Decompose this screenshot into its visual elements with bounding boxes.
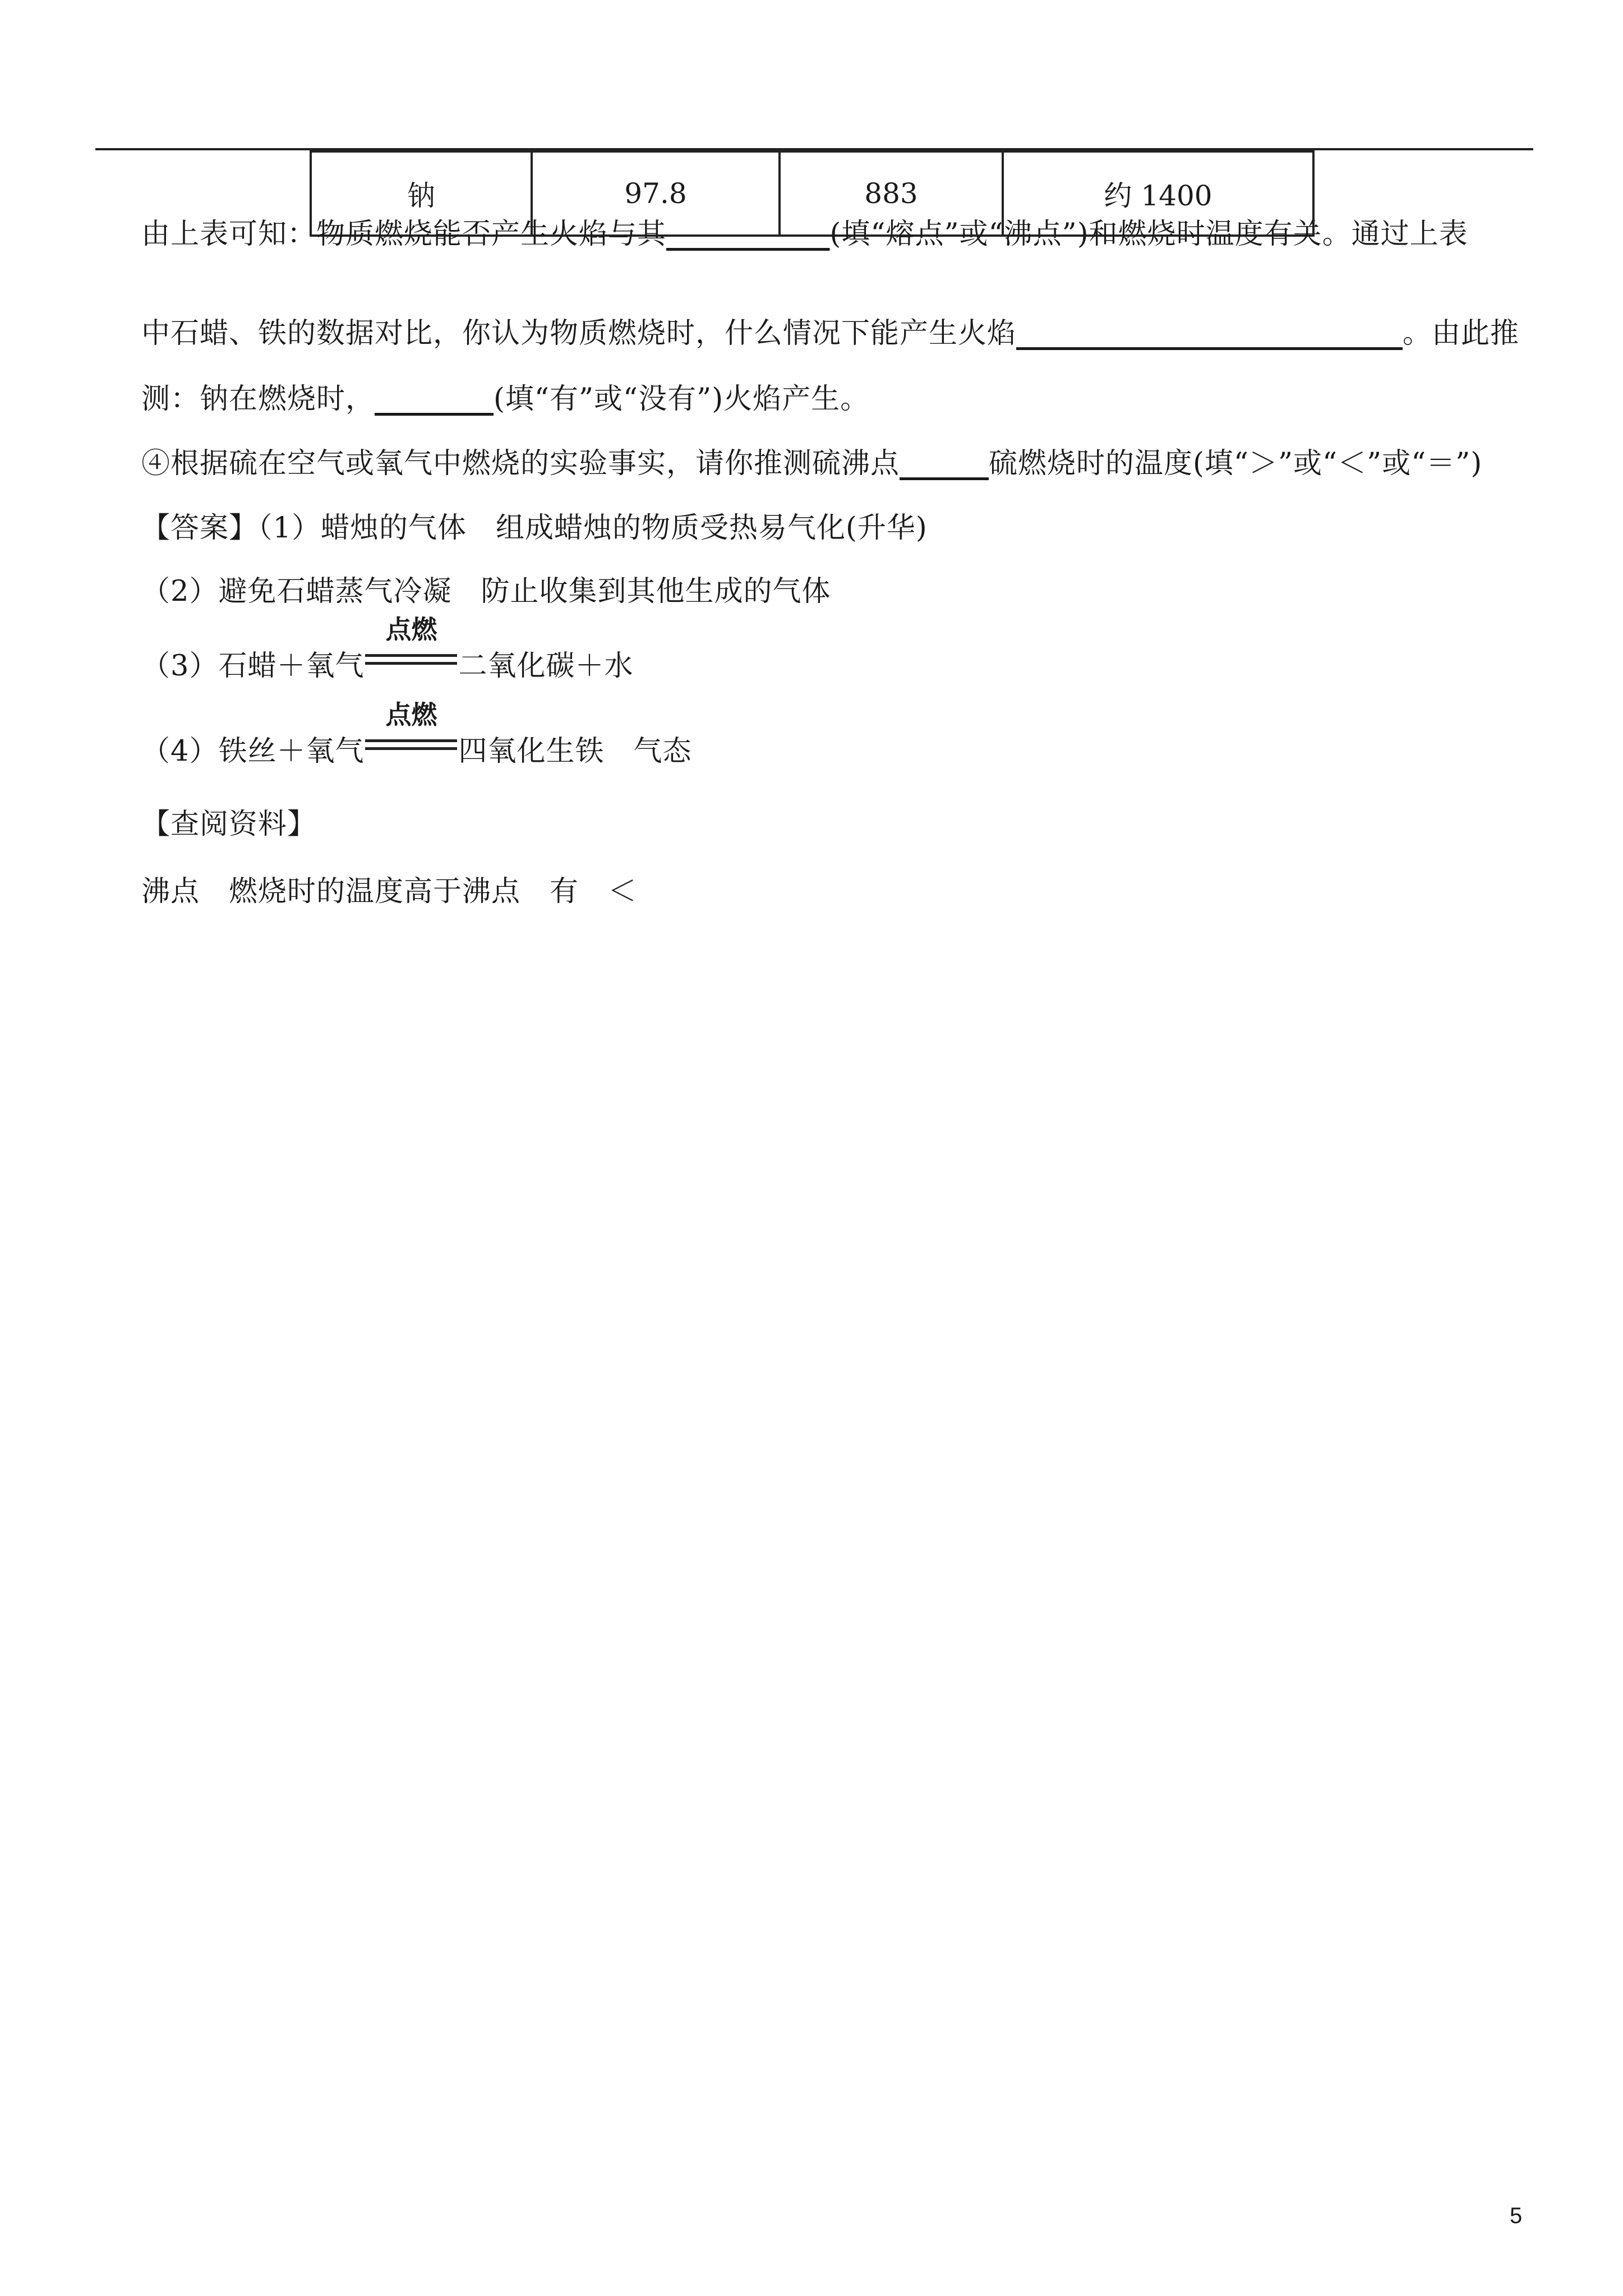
products: 四氧化生铁 气态 [458, 735, 692, 768]
answer-line-1: 【答案】（1）蜡烛的气体 组成蜡烛的物质受热易气化(升华) [141, 512, 928, 545]
cell-burn-temp: 约 1400 [1003, 151, 1313, 236]
fill-blank: ______ [900, 447, 989, 480]
text: 由上表可知：物质燃烧能否产生火焰与其 [141, 218, 667, 251]
page-number: 5 [1510, 2203, 1523, 2228]
equals-bar-bottom [365, 747, 457, 750]
reactants: （4）铁丝＋氧气 [141, 735, 365, 768]
paragraph-line-3 [141, 383, 869, 416]
equals-bar-top [365, 739, 457, 742]
text: (填“有”或“没有”)火焰产生。 [494, 383, 870, 416]
reactants: （3）石蜡＋氧气 [141, 650, 365, 683]
reaction-equals-sign [365, 614, 457, 683]
reaction-equals-sign [365, 700, 457, 769]
paragraph-line-2 [141, 317, 1519, 351]
reaction-condition: 点燃 [385, 614, 437, 645]
answer-line-4 [141, 700, 692, 769]
text: 硫燃烧时的温度(填“＞”或“＜”或“＝”) [989, 447, 1483, 480]
text: ④根据硫在空气或氧气中燃烧的实验事实，请你推测硫沸点 [141, 447, 900, 480]
fill-blank: ________ [375, 383, 494, 416]
cell-boiling-point: 883 [780, 151, 1003, 236]
fill-blank: ___________ [666, 218, 830, 251]
paragraph-line-4 [141, 447, 1482, 481]
paragraph-line-1 [141, 218, 1468, 251]
text: 。由此推 [1403, 317, 1520, 350]
answer-line-2: （2）避免石蜡蒸气冷凝 防止收集到其他生成的气体 [141, 575, 831, 608]
products: 二氧化碳＋水 [458, 650, 634, 683]
answer-line-3 [141, 614, 634, 683]
reference-title: 【查阅资料】 [141, 808, 317, 841]
equals-bar-top [365, 654, 457, 657]
reference-answer: 沸点 燃烧时的温度高于沸点 有 ＜ [141, 875, 638, 908]
cell-melting-point: 97.8 [532, 151, 780, 236]
fill-blank: __________________________ [1016, 317, 1403, 350]
text: (填“熔点”或“沸点”)和燃烧时温度有关。通过上表 [829, 218, 1468, 251]
text: 测：钠在燃烧时， [141, 383, 375, 416]
cell-substance: 钠 [311, 151, 532, 236]
reaction-condition: 点燃 [385, 700, 437, 730]
equals-bar-bottom [365, 662, 457, 665]
text: 中石蜡、铁的数据对比，你认为物质燃烧时，什么情况下能产生火焰 [141, 317, 1017, 350]
